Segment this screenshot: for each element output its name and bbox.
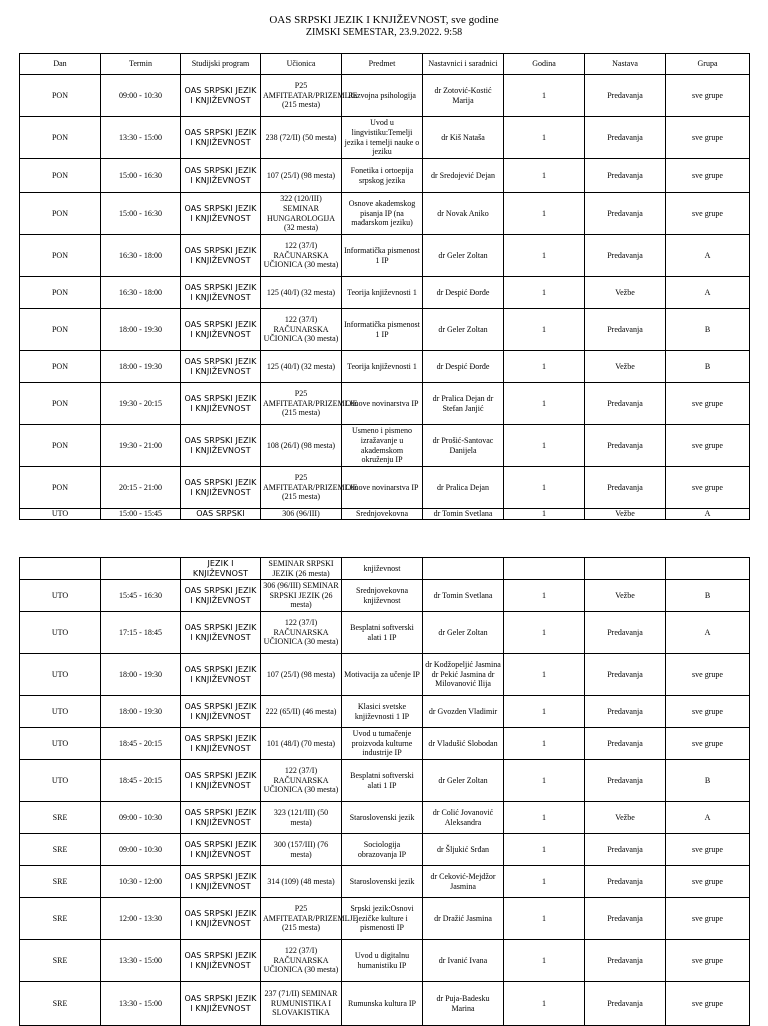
type-cell: Vežbe	[585, 802, 666, 834]
time-cell: 13:30 - 15:00	[101, 117, 181, 159]
group-cell: sve grupe	[666, 467, 750, 509]
year-cell: 1	[504, 193, 585, 235]
course-cell: Informatička pismenost 1 IP	[342, 235, 423, 277]
table-row	[20, 760, 750, 802]
classroom-cell: 222 (65/II) (46 mesta)	[261, 696, 342, 728]
teacher-cell: dr Geler Zoltan	[423, 760, 504, 802]
day-cell: UTO	[20, 612, 101, 654]
type-cell: Predavanja	[585, 834, 666, 866]
table-row	[20, 351, 750, 383]
table-row	[20, 696, 750, 728]
group-cell: A	[666, 802, 750, 834]
program-cell: OAS SRPSKI JEZIK I KNJIŽEVNOST	[181, 351, 261, 383]
course-cell: Staroslovenski jezik	[342, 802, 423, 834]
time-cell: 09:00 - 10:30	[101, 834, 181, 866]
teacher-cell: dr Dražić Jasmina	[423, 898, 504, 940]
day-cell: PON	[20, 117, 101, 159]
day-cell: PON	[20, 309, 101, 351]
group-cell: sve grupe	[666, 728, 750, 760]
time-cell: 16:30 - 18:00	[101, 277, 181, 309]
type-cell: Predavanja	[585, 75, 666, 117]
year-cell: 1	[504, 309, 585, 351]
year-cell: 1	[504, 159, 585, 193]
group-cell: B	[666, 309, 750, 351]
table-row	[20, 898, 750, 940]
group-cell: sve grupe	[666, 866, 750, 898]
program-cell: OAS SRPSKI JEZIK I KNJIŽEVNOST	[181, 309, 261, 351]
type-cell: Vežbe	[585, 580, 666, 612]
table-row	[20, 509, 750, 520]
classroom-cell: 306 (96/III) SEMINAR SRPSKI JEZIK (26 mesta)	[261, 580, 342, 612]
table-row	[20, 940, 750, 982]
day-cell: PON	[20, 351, 101, 383]
year-cell: 1	[504, 425, 585, 467]
course-cell: Klasici svetske književnosti 1 IP	[342, 696, 423, 728]
table-row	[20, 159, 750, 193]
course-cell: Informatička pismenost 1 IP	[342, 309, 423, 351]
column-header: Učionica	[261, 54, 342, 75]
column-header: Nastava	[585, 54, 666, 75]
type-cell: Predavanja	[585, 866, 666, 898]
classroom-cell: 122 (37/I) RAČUNARSKA UČIONICA (30 mesta)	[261, 309, 342, 351]
document-title: OAS SRPSKI JEZIK I KNJIŽEVNOST, sve godine	[269, 14, 499, 26]
program-cell: OAS SRPSKI JEZIK I KNJIŽEVNOST	[181, 982, 261, 1026]
teacher-cell: dr Geler Zoltan	[423, 612, 504, 654]
classroom-cell: 107 (25/I) (98 mesta)	[261, 654, 342, 696]
program-cell: OAS SRPSKI JEZIK I KNJIŽEVNOST	[181, 760, 261, 802]
time-cell: 18:00 - 19:30	[101, 654, 181, 696]
group-cell: sve grupe	[666, 117, 750, 159]
program-cell: OAS SRPSKI JEZIK I KNJIŽEVNOST	[181, 383, 261, 425]
table-row	[20, 612, 750, 654]
classroom-cell: 314 (109) (48 mesta)	[261, 866, 342, 898]
column-header: Godina	[504, 54, 585, 75]
program-cell: OAS SRPSKI JEZIK I KNJIŽEVNOST	[181, 425, 261, 467]
time-cell: 18:00 - 19:30	[101, 696, 181, 728]
table-row	[20, 834, 750, 866]
time-cell: 18:00 - 19:30	[101, 309, 181, 351]
teacher-cell: dr Colić Jovanović Aleksandra	[423, 802, 504, 834]
day-cell: SRE	[20, 898, 101, 940]
table-header-row	[20, 54, 750, 75]
teacher-cell: dr Ivanić Ivana	[423, 940, 504, 982]
course-cell: Fonetika i ortoepija srpskog jezika	[342, 159, 423, 193]
classroom-cell: 101 (48/I) (70 mesta)	[261, 728, 342, 760]
group-cell: sve grupe	[666, 75, 750, 117]
day-cell: PON	[20, 75, 101, 117]
teacher-cell: dr Sredojević Dejan	[423, 159, 504, 193]
type-cell: Predavanja	[585, 235, 666, 277]
program-cell: OAS SRPSKI JEZIK I KNJIŽEVNOST	[181, 117, 261, 159]
group-cell: sve grupe	[666, 696, 750, 728]
teacher-cell: dr Kodžopeljić Jasmina dr Pekić Jasmina dr Milovanović Ilija	[423, 654, 504, 696]
program-cell: OAS SRPSKI JEZIK I KNJIŽEVNOST	[181, 696, 261, 728]
course-cell: književnost	[342, 558, 423, 580]
program-cell: OAS SRPSKI JEZIK I KNJIŽEVNOST	[181, 802, 261, 834]
course-cell: Besplatni softverski alati 1 IP	[342, 760, 423, 802]
year-cell: 1	[504, 940, 585, 982]
program-cell: OAS SRPSKI JEZIK I KNJIŽEVNOST	[181, 654, 261, 696]
program-cell: OAS SRPSKI JEZIK I KNJIŽEVNOST	[181, 580, 261, 612]
table-row	[20, 580, 750, 612]
table-row	[20, 467, 750, 509]
group-cell: sve grupe	[666, 193, 750, 235]
time-cell: 13:30 - 15:00	[101, 982, 181, 1026]
classroom-cell: 322 (120/III) SEMINAR HUNGAROLOGIJA (32 mesta)	[261, 193, 342, 235]
year-cell: 1	[504, 117, 585, 159]
teacher-cell: dr Geler Zoltan	[423, 309, 504, 351]
column-header: Termin	[101, 54, 181, 75]
classroom-cell: 122 (37/I) RAČUNARSKA UČIONICA (30 mesta)	[261, 940, 342, 982]
table-body-page-2	[20, 558, 750, 1026]
program-cell: OAS SRPSKI JEZIK I KNJIŽEVNOST	[181, 277, 261, 309]
time-cell	[101, 558, 181, 580]
day-cell: PON	[20, 235, 101, 277]
group-cell: sve grupe	[666, 383, 750, 425]
teacher-cell: dr Tomin Svetlana	[423, 509, 504, 520]
group-cell: sve grupe	[666, 834, 750, 866]
program-cell: OAS SRPSKI JEZIK I KNJIŽEVNOST	[181, 193, 261, 235]
year-cell: 1	[504, 982, 585, 1026]
classroom-cell: P25 AMFITEATAR/PRIZEMLJE (215 mesta)	[261, 383, 342, 425]
year-cell: 1	[504, 834, 585, 866]
teacher-cell: dr Kiš Nataša	[423, 117, 504, 159]
type-cell: Vežbe	[585, 509, 666, 520]
table-row	[20, 117, 750, 159]
table-row	[20, 866, 750, 898]
classroom-cell: 237 (71/II) SEMINAR RUMUNISTIKA I SLOVAKISTIKA	[261, 982, 342, 1026]
column-header: Predmet	[342, 54, 423, 75]
day-cell: PON	[20, 277, 101, 309]
course-cell: Teorija književnosti 1	[342, 277, 423, 309]
table-row	[20, 309, 750, 351]
column-header: Grupa	[666, 54, 750, 75]
type-cell: Vežbe	[585, 277, 666, 309]
day-cell: SRE	[20, 834, 101, 866]
group-cell: B	[666, 760, 750, 802]
year-cell: 1	[504, 383, 585, 425]
time-cell: 15:45 - 16:30	[101, 580, 181, 612]
classroom-cell: 238 (72/II) (50 mesta)	[261, 117, 342, 159]
program-cell: OAS SRPSKI JEZIK I KNJIŽEVNOST	[181, 834, 261, 866]
course-cell: Uvod u lingvistiku:Temelji jezika i temelji nauke o jeziku	[342, 117, 423, 159]
table-row	[20, 75, 750, 117]
time-cell: 15:00 - 15:45	[101, 509, 181, 520]
year-cell: 1	[504, 866, 585, 898]
document-header	[0, 14, 768, 39]
program-cell: OAS SRPSKI JEZIK I KNJIŽEVNOST	[181, 75, 261, 117]
classroom-cell: 122 (37/I) RAČUNARSKA UČIONICA (30 mesta)	[261, 760, 342, 802]
course-cell: Sociologija obrazovanja IP	[342, 834, 423, 866]
course-cell: Rumunska kultura IP	[342, 982, 423, 1026]
program-cell: OAS SRPSKI JEZIK I KNJIŽEVNOST	[181, 467, 261, 509]
time-cell: 20:15 - 21:00	[101, 467, 181, 509]
classroom-cell: 323 (121/III) (50 mesta)	[261, 802, 342, 834]
teacher-cell: dr Vladušić Slobodan	[423, 728, 504, 760]
year-cell: 1	[504, 612, 585, 654]
table-row	[20, 425, 750, 467]
day-cell: PON	[20, 383, 101, 425]
year-cell: 1	[504, 802, 585, 834]
group-cell	[666, 558, 750, 580]
day-cell: PON	[20, 467, 101, 509]
day-cell: UTO	[20, 509, 101, 520]
column-header: Nastavnici i saradnici	[423, 54, 504, 75]
classroom-cell: 122 (37/I) RAČUNARSKA UČIONICA (30 mesta)	[261, 612, 342, 654]
group-cell: sve grupe	[666, 159, 750, 193]
classroom-cell: 300 (157/III) (76 mesta)	[261, 834, 342, 866]
teacher-cell: dr Novak Aniko	[423, 193, 504, 235]
day-cell: UTO	[20, 696, 101, 728]
time-cell: 16:30 - 18:00	[101, 235, 181, 277]
table-row	[20, 558, 750, 580]
classroom-cell: 122 (37/I) RAČUNARSKA UČIONICA (30 mesta)	[261, 235, 342, 277]
program-cell: OAS SRPSKI JEZIK I KNJIŽEVNOST	[181, 235, 261, 277]
type-cell	[585, 558, 666, 580]
teacher-cell: dr Zotović-Kostić Marija	[423, 75, 504, 117]
table-row	[20, 982, 750, 1026]
table-row	[20, 654, 750, 696]
course-cell: Staroslovenski jezik	[342, 866, 423, 898]
day-cell: PON	[20, 193, 101, 235]
teacher-cell: dr Prošić-Santovac Danijela	[423, 425, 504, 467]
program-cell: JEZIK I KNJIŽEVNOST	[181, 558, 261, 580]
year-cell: 1	[504, 509, 585, 520]
teacher-cell: dr Šljukić Srđan	[423, 834, 504, 866]
day-cell: SRE	[20, 940, 101, 982]
time-cell: 15:00 - 16:30	[101, 159, 181, 193]
course-cell: Osnove novinarstva IP	[342, 383, 423, 425]
type-cell: Predavanja	[585, 309, 666, 351]
year-cell: 1	[504, 277, 585, 309]
teacher-cell: dr Gvozden Vladimir	[423, 696, 504, 728]
group-cell: sve grupe	[666, 425, 750, 467]
table-row	[20, 277, 750, 309]
table-row	[20, 383, 750, 425]
schedule-table-page-1	[19, 53, 750, 520]
group-cell: B	[666, 351, 750, 383]
group-cell: A	[666, 509, 750, 520]
teacher-cell: dr Despić Đorđe	[423, 351, 504, 383]
day-cell	[20, 558, 101, 580]
time-cell: 13:30 - 15:00	[101, 940, 181, 982]
course-cell: Srednjovekovna	[342, 509, 423, 520]
year-cell: 1	[504, 760, 585, 802]
time-cell: 09:00 - 10:30	[101, 802, 181, 834]
classroom-cell: P25 AMFITEATAR/PRIZEMLJE (215 mesta)	[261, 898, 342, 940]
program-cell: OAS SRPSKI	[181, 509, 261, 520]
column-header: Studijski program	[181, 54, 261, 75]
day-cell: SRE	[20, 866, 101, 898]
year-cell: 1	[504, 75, 585, 117]
course-cell: Uvod u digitalnu humanistiku IP	[342, 940, 423, 982]
table-body-page-1	[20, 75, 750, 520]
time-cell: 17:15 - 18:45	[101, 612, 181, 654]
classroom-cell: 306 (96/III)	[261, 509, 342, 520]
classroom-cell: SEMINAR SRPSKI JEZIK (26 mesta)	[261, 558, 342, 580]
day-cell: UTO	[20, 654, 101, 696]
day-cell: PON	[20, 425, 101, 467]
type-cell: Vežbe	[585, 351, 666, 383]
group-cell: sve grupe	[666, 982, 750, 1026]
group-cell: B	[666, 580, 750, 612]
day-cell: SRE	[20, 802, 101, 834]
column-header: Dan	[20, 54, 101, 75]
teacher-cell: dr Puja-Badesku Marina	[423, 982, 504, 1026]
day-cell: UTO	[20, 760, 101, 802]
classroom-cell: 125 (40/I) (32 mesta)	[261, 351, 342, 383]
teacher-cell: dr Geler Zoltan	[423, 235, 504, 277]
table-row	[20, 802, 750, 834]
type-cell: Predavanja	[585, 159, 666, 193]
type-cell: Predavanja	[585, 654, 666, 696]
teacher-cell: dr Ceković-Mejdžor Jasmina	[423, 866, 504, 898]
group-cell: A	[666, 277, 750, 309]
type-cell: Predavanja	[585, 193, 666, 235]
course-cell: Osnove novinarstva IP	[342, 467, 423, 509]
year-cell	[504, 558, 585, 580]
classroom-cell: P25 AMFITEATAR/PRIZEMLJE (215 mesta)	[261, 467, 342, 509]
group-cell: A	[666, 235, 750, 277]
year-cell: 1	[504, 654, 585, 696]
program-cell: OAS SRPSKI JEZIK I KNJIŽEVNOST	[181, 898, 261, 940]
classroom-cell: 125 (40/I) (32 mesta)	[261, 277, 342, 309]
day-cell: UTO	[20, 728, 101, 760]
year-cell: 1	[504, 728, 585, 760]
time-cell: 09:00 - 10:30	[101, 75, 181, 117]
year-cell: 1	[504, 467, 585, 509]
day-cell: UTO	[20, 580, 101, 612]
year-cell: 1	[504, 351, 585, 383]
type-cell: Predavanja	[585, 940, 666, 982]
type-cell: Predavanja	[585, 467, 666, 509]
program-cell: OAS SRPSKI JEZIK I KNJIŽEVNOST	[181, 612, 261, 654]
type-cell: Predavanja	[585, 760, 666, 802]
schedule-table-page-2	[19, 557, 750, 1026]
table-row	[20, 235, 750, 277]
course-cell: Srednjovekovna književnost	[342, 580, 423, 612]
time-cell: 18:45 - 20:15	[101, 728, 181, 760]
document-subtitle: ZIMSKI SEMESTAR, 23.9.2022. 9:58	[305, 27, 463, 38]
program-cell: OAS SRPSKI JEZIK I KNJIŽEVNOST	[181, 159, 261, 193]
course-cell: Uvod u tumačenje proizvoda kulturne industrije IP	[342, 728, 423, 760]
course-cell: Motivacija za učenje IP	[342, 654, 423, 696]
time-cell: 19:30 - 21:00	[101, 425, 181, 467]
teacher-cell: dr Tomin Svetlana	[423, 580, 504, 612]
classroom-cell: 107 (25/I) (98 mesta)	[261, 159, 342, 193]
type-cell: Predavanja	[585, 696, 666, 728]
program-cell: OAS SRPSKI JEZIK I KNJIŽEVNOST	[181, 728, 261, 760]
teacher-cell: dr Pralica Dejan	[423, 467, 504, 509]
time-cell: 18:45 - 20:15	[101, 760, 181, 802]
type-cell: Predavanja	[585, 383, 666, 425]
table-row	[20, 193, 750, 235]
time-cell: 12:00 - 13:30	[101, 898, 181, 940]
teacher-cell	[423, 558, 504, 580]
type-cell: Predavanja	[585, 898, 666, 940]
time-cell: 15:00 - 16:30	[101, 193, 181, 235]
program-cell: OAS SRPSKI JEZIK I KNJIŽEVNOST	[181, 866, 261, 898]
group-cell: A	[666, 612, 750, 654]
group-cell: sve grupe	[666, 654, 750, 696]
course-cell: Osnove akademskog pisanja IP (na mađarskom jeziku)	[342, 193, 423, 235]
teacher-cell: dr Pralica Dejan dr Stefan Janjić	[423, 383, 504, 425]
classroom-cell: 108 (26/I) (98 mesta)	[261, 425, 342, 467]
year-cell: 1	[504, 580, 585, 612]
year-cell: 1	[504, 898, 585, 940]
course-cell: Usmeno i pismeno izražavanje u akademskom okruženju IP	[342, 425, 423, 467]
type-cell: Predavanja	[585, 982, 666, 1026]
course-cell: Srpski jezik:Osnovi jezičke kulture i pismenosti IP	[342, 898, 423, 940]
year-cell: 1	[504, 696, 585, 728]
teacher-cell: dr Despić Đorđe	[423, 277, 504, 309]
type-cell: Predavanja	[585, 425, 666, 467]
group-cell: sve grupe	[666, 898, 750, 940]
classroom-cell: P25 AMFITEATAR/PRIZEMLJE (215 mesta)	[261, 75, 342, 117]
program-cell: OAS SRPSKI JEZIK I KNJIŽEVNOST	[181, 940, 261, 982]
day-cell: SRE	[20, 982, 101, 1026]
time-cell: 10:30 - 12:00	[101, 866, 181, 898]
course-cell: Besplatni softverski alati 1 IP	[342, 612, 423, 654]
course-cell: Teorija književnosti 1	[342, 351, 423, 383]
table-row	[20, 728, 750, 760]
time-cell: 19:30 - 20:15	[101, 383, 181, 425]
type-cell: Predavanja	[585, 117, 666, 159]
course-cell: Razvojna psihologija	[342, 75, 423, 117]
type-cell: Predavanja	[585, 728, 666, 760]
year-cell: 1	[504, 235, 585, 277]
day-cell: PON	[20, 159, 101, 193]
type-cell: Predavanja	[585, 612, 666, 654]
group-cell: sve grupe	[666, 940, 750, 982]
time-cell: 18:00 - 19:30	[101, 351, 181, 383]
